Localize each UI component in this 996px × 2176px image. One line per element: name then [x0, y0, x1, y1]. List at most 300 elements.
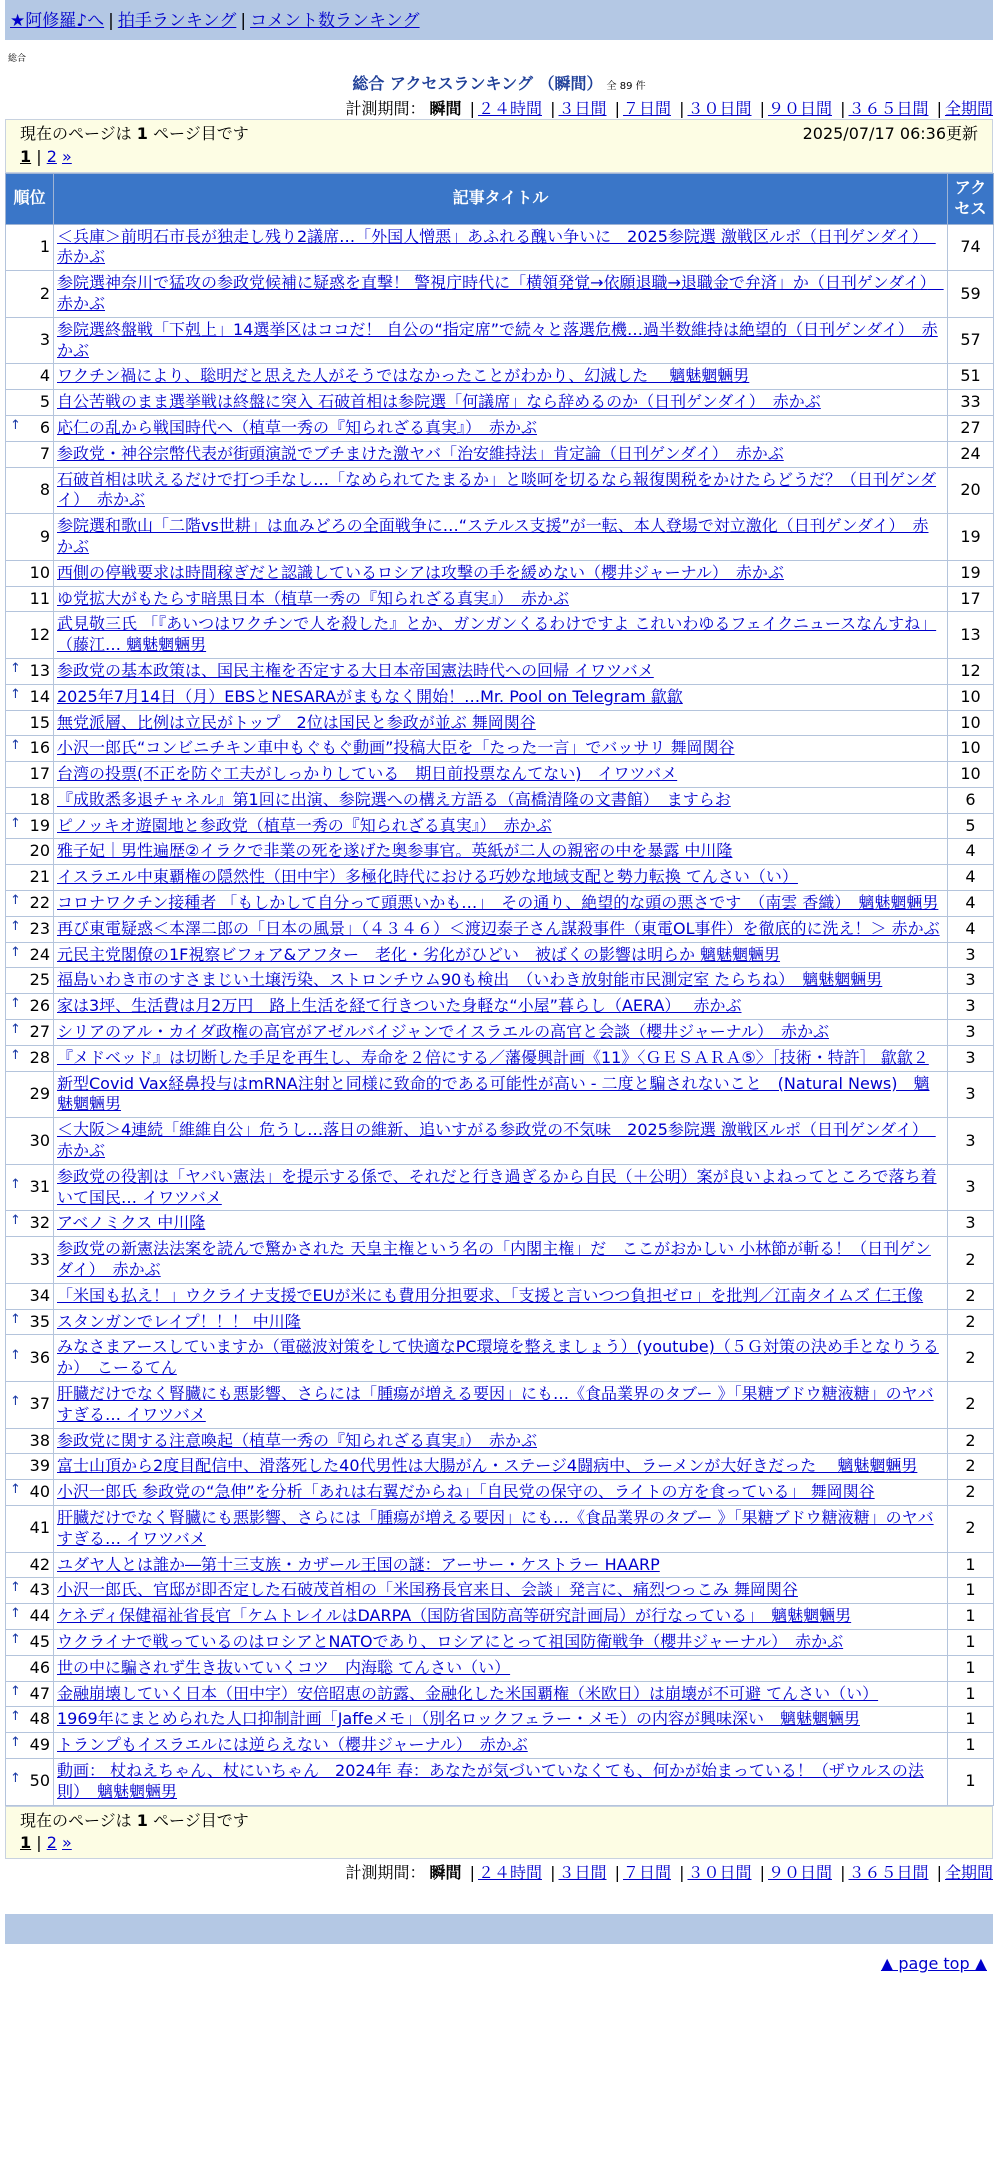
bottom-bar [5, 1914, 993, 1944]
access-count: 1 [948, 1629, 994, 1655]
access-count: 3 [948, 1045, 994, 1071]
title-cell [54, 1283, 948, 1309]
rank-number: 14 [29, 686, 50, 706]
rank-number: 24 [29, 944, 50, 964]
table-row [6, 916, 994, 942]
rank-number: 50 [29, 1771, 50, 1791]
rank-number: 11 [29, 588, 50, 608]
article-title-link[interactable]: ゆ党拡大がもたらす暗黒日本（植草一秀の『知られざる真実』） 赤かぶ [57, 588, 570, 608]
table-row [6, 415, 994, 441]
access-count: 10 [948, 710, 994, 736]
rank-up-arrow-icon: ↑ [10, 1709, 21, 1725]
rank-number: 1 [39, 236, 50, 256]
table-row [6, 787, 994, 813]
page [5, 0, 993, 1975]
period-selector-bottom: 計測期間： 瞬間 | ２４時間 | ３日間 | ７日間 | ３０日間 | ９０日間 | ３６５日間 | 全期間 [345, 1863, 993, 1883]
article-title-link[interactable]: イスラエル中東覇権の隠然性（田中宇）多極化時代における巧妙な地域支配と勢力転換 てんさい（い） [57, 867, 798, 887]
title-cell [54, 271, 948, 318]
article-title-link[interactable]: 武見敬三氏 「『あいつはワクチンで人を殺した』とか、ガンガンくるわけですよ これいわゆるフェイクニュースなんすね」 （藤江… 魑魅魍魎男 [57, 614, 937, 655]
rank-number: 6 [39, 417, 50, 437]
rank-number: 28 [29, 1047, 50, 1067]
rank-number: 23 [29, 918, 50, 938]
title-cell [54, 839, 948, 865]
table-row [6, 658, 994, 684]
title-cell [54, 1733, 948, 1759]
period-link-7d[interactable]: ７日間 [622, 98, 671, 118]
rank-cell [6, 1480, 54, 1506]
rank-number: 43 [29, 1580, 50, 1600]
access-count: 1 [948, 1707, 994, 1733]
rank-up-arrow-icon: ↑ [10, 1047, 21, 1063]
access-count: 2 [948, 1283, 994, 1309]
table-row [6, 1283, 994, 1309]
period-link-365d[interactable]: ３６５日間 [848, 98, 929, 118]
title-cell [54, 1578, 948, 1604]
access-count: 2 [948, 1480, 994, 1506]
article-title-link[interactable]: 再び東電疑惑＜本澤二郎の「日本の風景」（４３４６）＜渡辺泰子さん謀殺事件（東電OL事件）を徹底的に洗え！＞ 赤かぶ [57, 918, 940, 938]
top-nav-applause-ranking-link[interactable]: 拍手ランキング [117, 11, 237, 31]
title-cell [54, 1309, 948, 1335]
rank-cell [6, 1211, 54, 1237]
rank-number: 46 [29, 1657, 50, 1677]
article-title-link[interactable]: スタンガンでレイプ！！！ 中川隆 [57, 1311, 301, 1331]
article-title-link[interactable]: みなさまアースしていますか（電磁波対策をして快適なPC環境を整えましょう）(youtube)（５Ｇ対策の決め手となりうるか） こーるてん [57, 1337, 939, 1378]
title-cell [54, 684, 948, 710]
article-title-link[interactable]: シリアのアル・カイダ政権の高官がアゼルバイジャンでイスラエルの高官と会談（櫻井ジャーナル） 赤かぶ [57, 1022, 830, 1042]
table-row [6, 942, 994, 968]
rank-number: 22 [29, 893, 50, 913]
rank-up-arrow-icon: ↑ [10, 1606, 21, 1622]
access-count: 1 [948, 1681, 994, 1707]
top-nav-comment-ranking-link[interactable]: コメント数ランキング [250, 11, 420, 31]
title-cell [54, 1707, 948, 1733]
rank-cell [6, 1578, 54, 1604]
article-title-link[interactable]: 参政党の新憲法法案を読んで驚かされた 天皇主権という名の「内閣主権」だ ここがおかしい 小林節が斬る！（日刊ゲンダイ） 赤かぶ [57, 1239, 931, 1280]
title-cell [54, 891, 948, 917]
rank-cell [6, 612, 54, 659]
article-title-link[interactable]: ケネディ保健福祉省長官「ケムトレイルはDARPA（国防省国防高等研究計画局）が行なっている」 魑魅魍魎男 [57, 1606, 852, 1626]
rank-number: 37 [29, 1394, 50, 1414]
access-count: 3 [948, 1211, 994, 1237]
rank-cell [6, 1045, 54, 1071]
rank-up-arrow-icon: ↑ [10, 738, 21, 754]
title-cell [54, 1071, 948, 1118]
table-row [6, 1020, 994, 1046]
rank-number: 42 [29, 1554, 50, 1574]
access-count: 59 [948, 271, 994, 318]
rank-cell [6, 762, 54, 788]
article-title-link[interactable]: 元民主党閣僚の1F視察ビフォア&アフター 老化・劣化がひどい 被ばくの影響は明らか 魑魅魍魎男 [57, 944, 781, 964]
table-row [6, 364, 994, 390]
period-link-90d[interactable]: ９０日間 [767, 98, 832, 118]
rank-number: 39 [29, 1456, 50, 1476]
rank-number: 19 [29, 815, 50, 835]
article-title-link[interactable]: コロナワクチン接種者 「もしかして自分って頭悪いかも…」 その通り、絶望的な頭の悪さです （南雲 香織） 魑魅魍魎男 [57, 893, 939, 913]
rank-cell [6, 942, 54, 968]
table-row [6, 586, 994, 612]
access-count: 74 [948, 224, 994, 271]
rank-up-arrow-icon: ↑ [10, 815, 21, 831]
table-row [6, 271, 994, 318]
rank-cell [6, 317, 54, 364]
article-title-link[interactable]: 参院選神奈川で猛攻の参政党候補に疑惑を直撃！ 警視庁時代に「横領発覚→依願退職→退職金で弁済」か（日刊ゲンダイ） 赤かぶ [57, 273, 944, 313]
article-title-link[interactable]: 小沢一郎氏、官邸が即否定した石破茂首相の「米国務長官来日、会談」発言に、痛烈つっこみ 舞岡関谷 [57, 1580, 798, 1600]
access-count: 2 [948, 1237, 994, 1284]
article-title-link[interactable]: 参院選終盤戦「下剋上」14選挙区はココだ！ 自公の“指定席”で続々と落選危機…過半数維持は絶望的（日刊ゲンダイ） 赤かぶ [57, 319, 938, 360]
title-cell [54, 364, 948, 390]
table-row [6, 1071, 994, 1118]
rank-cell [6, 1629, 54, 1655]
article-title-link[interactable]: 台湾の投票(不正を防ぐ工夫がしっかりしている 期日前投票なんてない) イワツバメ [57, 764, 678, 784]
title-cell [54, 1211, 948, 1237]
article-title-link[interactable]: 家は3坪、生活費は月2万円 路上生活を経て行きついた身軽な“小屋”暮らし（AERA） 赤かぶ [57, 996, 742, 1016]
rank-cell [6, 658, 54, 684]
rank-number: 36 [29, 1347, 50, 1367]
rank-up-arrow-icon: ↑ [10, 1177, 21, 1193]
rank-cell [6, 514, 54, 561]
access-count: 1 [948, 1733, 994, 1759]
page-status: 現在のページは 1 ページ目です [20, 124, 249, 144]
access-count: 4 [948, 916, 994, 942]
title-cell [54, 994, 948, 1020]
rank-number: 49 [29, 1735, 50, 1755]
rank-cell [6, 916, 54, 942]
rank-up-arrow-icon: ↑ [10, 1311, 21, 1327]
rank-up-arrow-icon: ↑ [10, 1022, 21, 1038]
rank-number: 48 [29, 1709, 50, 1729]
table-row [6, 994, 994, 1020]
access-count: 1 [948, 1655, 994, 1681]
access-count: 4 [948, 891, 994, 917]
table-row [6, 736, 994, 762]
table-row [6, 1681, 994, 1707]
table-row [6, 710, 994, 736]
table-row [6, 1578, 994, 1604]
access-count: 19 [948, 514, 994, 561]
access-count: 13 [948, 612, 994, 659]
table-row [6, 224, 994, 271]
rank-up-arrow-icon: ↑ [10, 893, 21, 909]
page-heading: 総合 アクセスランキング （瞬間） [352, 73, 603, 93]
table-row [6, 1707, 994, 1733]
access-count: 3 [948, 1020, 994, 1046]
rank-up-arrow-icon: ↑ [10, 1735, 21, 1751]
title-cell [54, 224, 948, 271]
rank-number: 31 [29, 1177, 50, 1197]
rank-up-arrow-icon: ↑ [10, 686, 21, 702]
table-row [6, 1335, 994, 1382]
rank-cell [6, 1164, 54, 1211]
article-title-link[interactable]: 金融崩壊していく日本（田中宇）安倍昭恵の訪露、金融化した米国覇権（米欧日）は崩壊が不可避 てんさい（い） [57, 1683, 879, 1703]
access-count: 3 [948, 942, 994, 968]
title-cell [54, 1118, 948, 1165]
rank-number: 8 [39, 479, 50, 499]
title-cell [54, 1758, 948, 1805]
rank-number: 41 [29, 1518, 50, 1538]
rank-number: 7 [39, 443, 50, 463]
title-cell [54, 710, 948, 736]
table-row [6, 1045, 994, 1071]
period-link-30d[interactable]: ３０日間 [687, 98, 752, 118]
period-link-90d[interactable]: ９０日間 [767, 1863, 832, 1883]
title-cell [54, 1020, 948, 1046]
access-count: 2 [948, 1309, 994, 1335]
article-title-link[interactable]: 『メドベッド』は切断した手足を再生し、寿命を２倍にする／藩優興計画《11》〈ＧＥＳＡＲＡ⑤〉［技術・特許］ 歙歙２ [57, 1047, 929, 1067]
article-title-link[interactable]: 無党派層、比例は立民がトップ 2位は国民と参政が並ぶ 舞岡関谷 [57, 712, 536, 732]
title-cell [54, 514, 948, 561]
article-title-link[interactable]: 富士山頂から2度目配信中、滑落死した40代男性は大腸がん・ステージ4闘病中、ラーメンが大好きだった 魑魅魍魎男 [57, 1456, 918, 1476]
period-link-3d[interactable]: ３日間 [558, 98, 607, 118]
title-cell [54, 1428, 948, 1454]
rank-cell [6, 710, 54, 736]
access-count: 2 [948, 1428, 994, 1454]
rank-cell [6, 1428, 54, 1454]
pagination-page-2[interactable]: 2 [46, 147, 57, 167]
article-title-link[interactable]: 参政党・神谷宗幣代表が街頭演説でブチまけた激ヤバ「治安維持法」肯定論（日刊ゲンダイ） 赤かぶ [57, 443, 784, 463]
title-cell [54, 1237, 948, 1284]
table-row [6, 891, 994, 917]
rank-cell [6, 1071, 54, 1118]
title-cell [54, 865, 948, 891]
article-title-link[interactable]: ＜大阪＞4連続「維維自公」危うし…落日の維新、追いすがる参政党の不気味 2025参院選 激戦区ルポ（日刊ゲンダイ） 赤かぶ [57, 1120, 936, 1161]
period-link-all[interactable]: 全期間 [944, 1863, 993, 1883]
article-title-link[interactable]: 小沢一郎氏“コンビニチキン車中もぐもぐ動画”投稿大臣を「たった一言」でバッサリ 舞岡関谷 [57, 738, 735, 758]
article-title-link[interactable]: 参政党の基本政策は、国民主権を否定する大日本帝国憲法時代への回帰 イワツバメ [57, 660, 654, 680]
article-title-link[interactable]: 『成敗悉多退チャネル』第1回に出演、参院選への構え方語る（高橋清隆の文書館） ますらお [57, 789, 731, 809]
pagination-current: 1 [20, 147, 32, 167]
title-cell [54, 441, 948, 467]
rank-number: 4 [39, 366, 50, 386]
title-cell [54, 415, 948, 441]
period-current: 瞬間 [429, 98, 462, 118]
period-current: 瞬間 [429, 1863, 462, 1883]
title-cell [54, 787, 948, 813]
rank-cell [6, 560, 54, 586]
title-cell [54, 1506, 948, 1553]
title-cell [54, 612, 948, 659]
article-title-link[interactable]: 2025年7月14日（月）EBSとNESARAがまもなく開始！…Mr. Pool on Telegram 歙歙 [57, 686, 683, 706]
article-title-link[interactable]: 応仁の乱から戦国時代へ（植草一秀の『知られざる真実』） 赤かぶ [57, 417, 538, 437]
title-cell [54, 658, 948, 684]
rank-cell [6, 994, 54, 1020]
rank-up-arrow-icon: ↑ [10, 1394, 21, 1410]
rank-cell [6, 1237, 54, 1284]
rank-number: 32 [29, 1213, 50, 1233]
rank-number: 30 [29, 1130, 50, 1150]
article-title-link[interactable]: アベノミクス 中川隆 [57, 1213, 206, 1233]
rank-cell [6, 1020, 54, 1046]
rank-cell [6, 1335, 54, 1382]
pagination-page-2[interactable]: 2 [46, 1833, 57, 1853]
article-title-link[interactable]: ピノッキオ遊園地と参政党（植草一秀の『知られざる真実』） 赤かぶ [57, 815, 552, 835]
rank-cell [6, 1552, 54, 1578]
rank-cell [6, 891, 54, 917]
period-link-all[interactable]: 全期間 [944, 98, 993, 118]
pagination-next[interactable]: » [61, 1833, 72, 1853]
article-title-link[interactable]: 小沢一郎氏 参政党の“急伸”を分析「あれは右翼だからね」「自民党の保守の、ライトの方を食っている」 舞岡関谷 [57, 1482, 875, 1502]
top-nav [5, 0, 993, 40]
table-row [6, 684, 994, 710]
title-cell [54, 1629, 948, 1655]
title-cell [54, 1552, 948, 1578]
rank-number: 10 [29, 562, 50, 582]
article-title-link[interactable]: トランプもイスラエルには逆らえない（櫻井ジャーナル） 赤かぶ [57, 1735, 528, 1755]
article-title-link[interactable]: 肝臓だけでなく腎臓にも悪影響、さらには「腫瘍が増える要因」にも…《食品業界のタブー 》「果糖ブドウ糖液糖」のヤバすぎる… イワツバメ [57, 1508, 934, 1548]
table-row [6, 1733, 994, 1759]
pagination-next[interactable]: » [61, 147, 72, 167]
ranking-table-body [6, 224, 994, 1805]
article-title-link[interactable]: ユダヤ人とは誰か―第十三支族・カザール王国の謎：アーサー・ケストラー HAARP [57, 1554, 660, 1574]
access-count: 27 [948, 415, 994, 441]
table-row [6, 1211, 994, 1237]
period-link-365d[interactable]: ３６５日間 [848, 1863, 929, 1883]
rank-up-arrow-icon: ↑ [10, 918, 21, 934]
rank-cell [6, 1758, 54, 1805]
nav-separator: | [108, 11, 114, 31]
access-count: 19 [948, 560, 994, 586]
page-top-container [5, 1954, 993, 1975]
page-info-bottom [5, 1806, 993, 1860]
article-title-link[interactable]: ワクチン禍により、聡明だと思えた人がそうではなかったことがわかり、幻滅した 魑魅魍魎男 [57, 366, 750, 386]
rank-number: 13 [29, 660, 50, 680]
header-title: 記事タイトル [54, 173, 948, 224]
rank-cell [6, 1118, 54, 1165]
table-row [6, 317, 994, 364]
rank-number: 16 [29, 738, 50, 758]
table-row [6, 1118, 994, 1165]
rank-number: 2 [39, 283, 50, 303]
page-top-link[interactable]: ▲ page top ▲ [880, 1953, 987, 1973]
article-title-link[interactable]: 石破首相は吠えるだけで打つ手なし…「なめられてたまるか」と啖呵を切るなら報復関税をかけたらどうだ？（日刊ゲンダイ） 赤かぶ [57, 469, 937, 510]
article-title-link[interactable]: 西側の停戦要求は時間稼ぎだと認識しているロシアは攻撃の手を緩めない（櫻井ジャーナル） 赤かぶ [57, 562, 784, 582]
rank-number: 21 [29, 867, 50, 887]
table-row [6, 1309, 994, 1335]
rank-number: 3 [39, 330, 50, 350]
table-row [6, 1604, 994, 1630]
article-title-link[interactable]: 「米国も払え！」ウクライナ支援でEUが米にも費用分担要求、「支援と言いつつ負担ゼロ」を批判／江南タイムズ 仁王像 [57, 1285, 924, 1305]
access-count: 10 [948, 762, 994, 788]
rank-cell [6, 586, 54, 612]
pagination-bottom: 1 | 2 » [20, 1833, 72, 1853]
period-link-3d[interactable]: ３日間 [558, 1863, 607, 1883]
rank-up-arrow-icon: ↑ [10, 1683, 21, 1699]
rank-cell [6, 839, 54, 865]
article-title-link[interactable]: 福島いわき市のすさまじい土壌汚染、ストロンチウム90も検出 （いわき放射能市民測定室 たらちね） 魑魅魍魎男 [57, 970, 883, 990]
table-row [6, 612, 994, 659]
table-row [6, 1480, 994, 1506]
rank-number: 9 [39, 526, 50, 546]
table-row [6, 865, 994, 891]
access-count: 6 [948, 787, 994, 813]
period-link-24h[interactable]: ２４時間 [477, 1863, 542, 1883]
title-cell [54, 813, 948, 839]
access-count: 1 [948, 1552, 994, 1578]
article-title-link[interactable]: ＜兵庫＞前明石市長が独走し残り2議席…「外国人憎悪」あふれる醜い争いに 2025参院選 激戦区ルポ（日刊ゲンダイ） 赤かぶ [57, 226, 936, 267]
table-row [6, 390, 994, 416]
rank-cell [6, 364, 54, 390]
article-title-link[interactable]: 動画： 杖ねえちゃん、杖にいちゃん 2024年 春：あなたが気づいていなくても、何かが始まっている！（ザウルスの法則） 魑魅魍魎男 [57, 1760, 924, 1801]
rank-cell [6, 467, 54, 514]
rank-number: 25 [29, 970, 50, 990]
pagination-current: 1 [20, 1833, 32, 1853]
rank-number: 18 [29, 789, 50, 809]
rank-up-arrow-icon: ↑ [10, 1213, 21, 1229]
access-count: 12 [948, 658, 994, 684]
rank-number: 17 [29, 764, 50, 784]
table-row [6, 762, 994, 788]
article-title-link[interactable]: 自公苦戦のまま選挙戦は終盤に突入 石破首相は参院選「何議席」なら辞めるのか（日刊ゲンダイ） 赤かぶ [57, 392, 821, 412]
article-title-link[interactable]: 1969年にまとめられた人口抑制計画「Jaffeメモ」（別名ロックフェラー・メモ）の内容が興味深い 魑魅魍魎男 [57, 1709, 860, 1729]
access-count: 1 [948, 1578, 994, 1604]
table-row [6, 1758, 994, 1805]
top-nav-home-link[interactable]: ★阿修羅♪へ [10, 11, 105, 31]
access-count: 20 [948, 467, 994, 514]
article-title-link[interactable]: 新型Covid Vax経鼻投与はmRNA注射と同様に致命的である可能性が高い - 二度と騙されないこと (Natural News) 魑魅魍魎男 [57, 1073, 930, 1114]
article-title-link[interactable]: 参政党の役割は「ヤバい憲法」を提示する係で、それだと行き過ぎるから自民（＋公明）案が良いよねってところで落ち着いて国民… イワツバメ [57, 1166, 937, 1207]
access-count: 51 [948, 364, 994, 390]
rank-number: 45 [29, 1631, 50, 1651]
period-selector-top: 計測期間： 瞬間 | ２４時間 | ３日間 | ７日間 | ３０日間 | ９０日間 | ３６５日間 | 全期間 [345, 98, 993, 118]
title-cell [54, 1045, 948, 1071]
access-count: 10 [948, 684, 994, 710]
title-cell [54, 942, 948, 968]
rank-up-arrow-icon: ↑ [10, 417, 21, 433]
access-count: 17 [948, 586, 994, 612]
table-row [6, 1428, 994, 1454]
rank-up-arrow-icon: ↑ [10, 1482, 21, 1498]
header-rank: 順位 [6, 173, 54, 224]
rank-number: 40 [29, 1482, 50, 1502]
table-row [6, 1552, 994, 1578]
title-cell [54, 390, 948, 416]
article-title-link[interactable]: 雅子妃｜男性遍歴②イラクで非業の死を遂げた奥参事官。英紙が二人の親密の中を暴露 中川隆 [57, 841, 733, 861]
article-title-link[interactable]: 肝臓だけでなく腎臓にも悪影響、さらには「腫瘍が増える要因」にも…《食品業界のタブー 》「果糖ブドウ糖液糖」のヤバすぎる… イワツバメ [57, 1384, 934, 1424]
access-count: 3 [948, 968, 994, 994]
article-title-link[interactable]: ウクライナで戦っているのはロシアとNATOであり、ロシアにとって祖国防衛戦争（櫻井ジャーナル） 赤かぶ [57, 1631, 844, 1651]
title-cell [54, 1454, 948, 1480]
rank-cell [6, 1506, 54, 1553]
access-count: 1 [948, 1758, 994, 1805]
period-link-7d[interactable]: ７日間 [622, 1863, 671, 1883]
period-link-24h[interactable]: ２４時間 [477, 98, 542, 118]
table-row [6, 839, 994, 865]
rank-cell [6, 1707, 54, 1733]
article-title-link[interactable]: 世の中に騙されず生き抜いていくコツ 内海聡 てんさい（い） [57, 1657, 511, 1677]
title-cell [54, 467, 948, 514]
rank-number: 34 [29, 1285, 50, 1305]
rank-cell [6, 1382, 54, 1429]
rank-cell [6, 441, 54, 467]
period-link-30d[interactable]: ３０日間 [687, 1863, 752, 1883]
rank-number: 38 [29, 1430, 50, 1450]
title-cell [54, 1681, 948, 1707]
rank-cell [6, 1454, 54, 1480]
table-row [6, 1382, 994, 1429]
table-row [6, 1629, 994, 1655]
article-title-link[interactable]: 参政党に関する注意喚起（植草一秀の『知られざる真実』） 赤かぶ [57, 1430, 538, 1450]
access-count: 24 [948, 441, 994, 467]
rank-cell [6, 1681, 54, 1707]
table-row [6, 1506, 994, 1553]
period-label: 計測期間： [345, 98, 426, 118]
access-count: 2 [948, 1335, 994, 1382]
table-row [6, 968, 994, 994]
page-info-top [5, 119, 993, 173]
table-row [6, 1454, 994, 1480]
access-count: 3 [948, 1118, 994, 1165]
article-title-link[interactable]: 参院選和歌山「二階vs世耕」は血みどろの全面戦争に…“ステルス支援”が一転、本人登場で対立激化（日刊ゲンダイ） 赤かぶ [57, 516, 929, 556]
rank-cell [6, 684, 54, 710]
